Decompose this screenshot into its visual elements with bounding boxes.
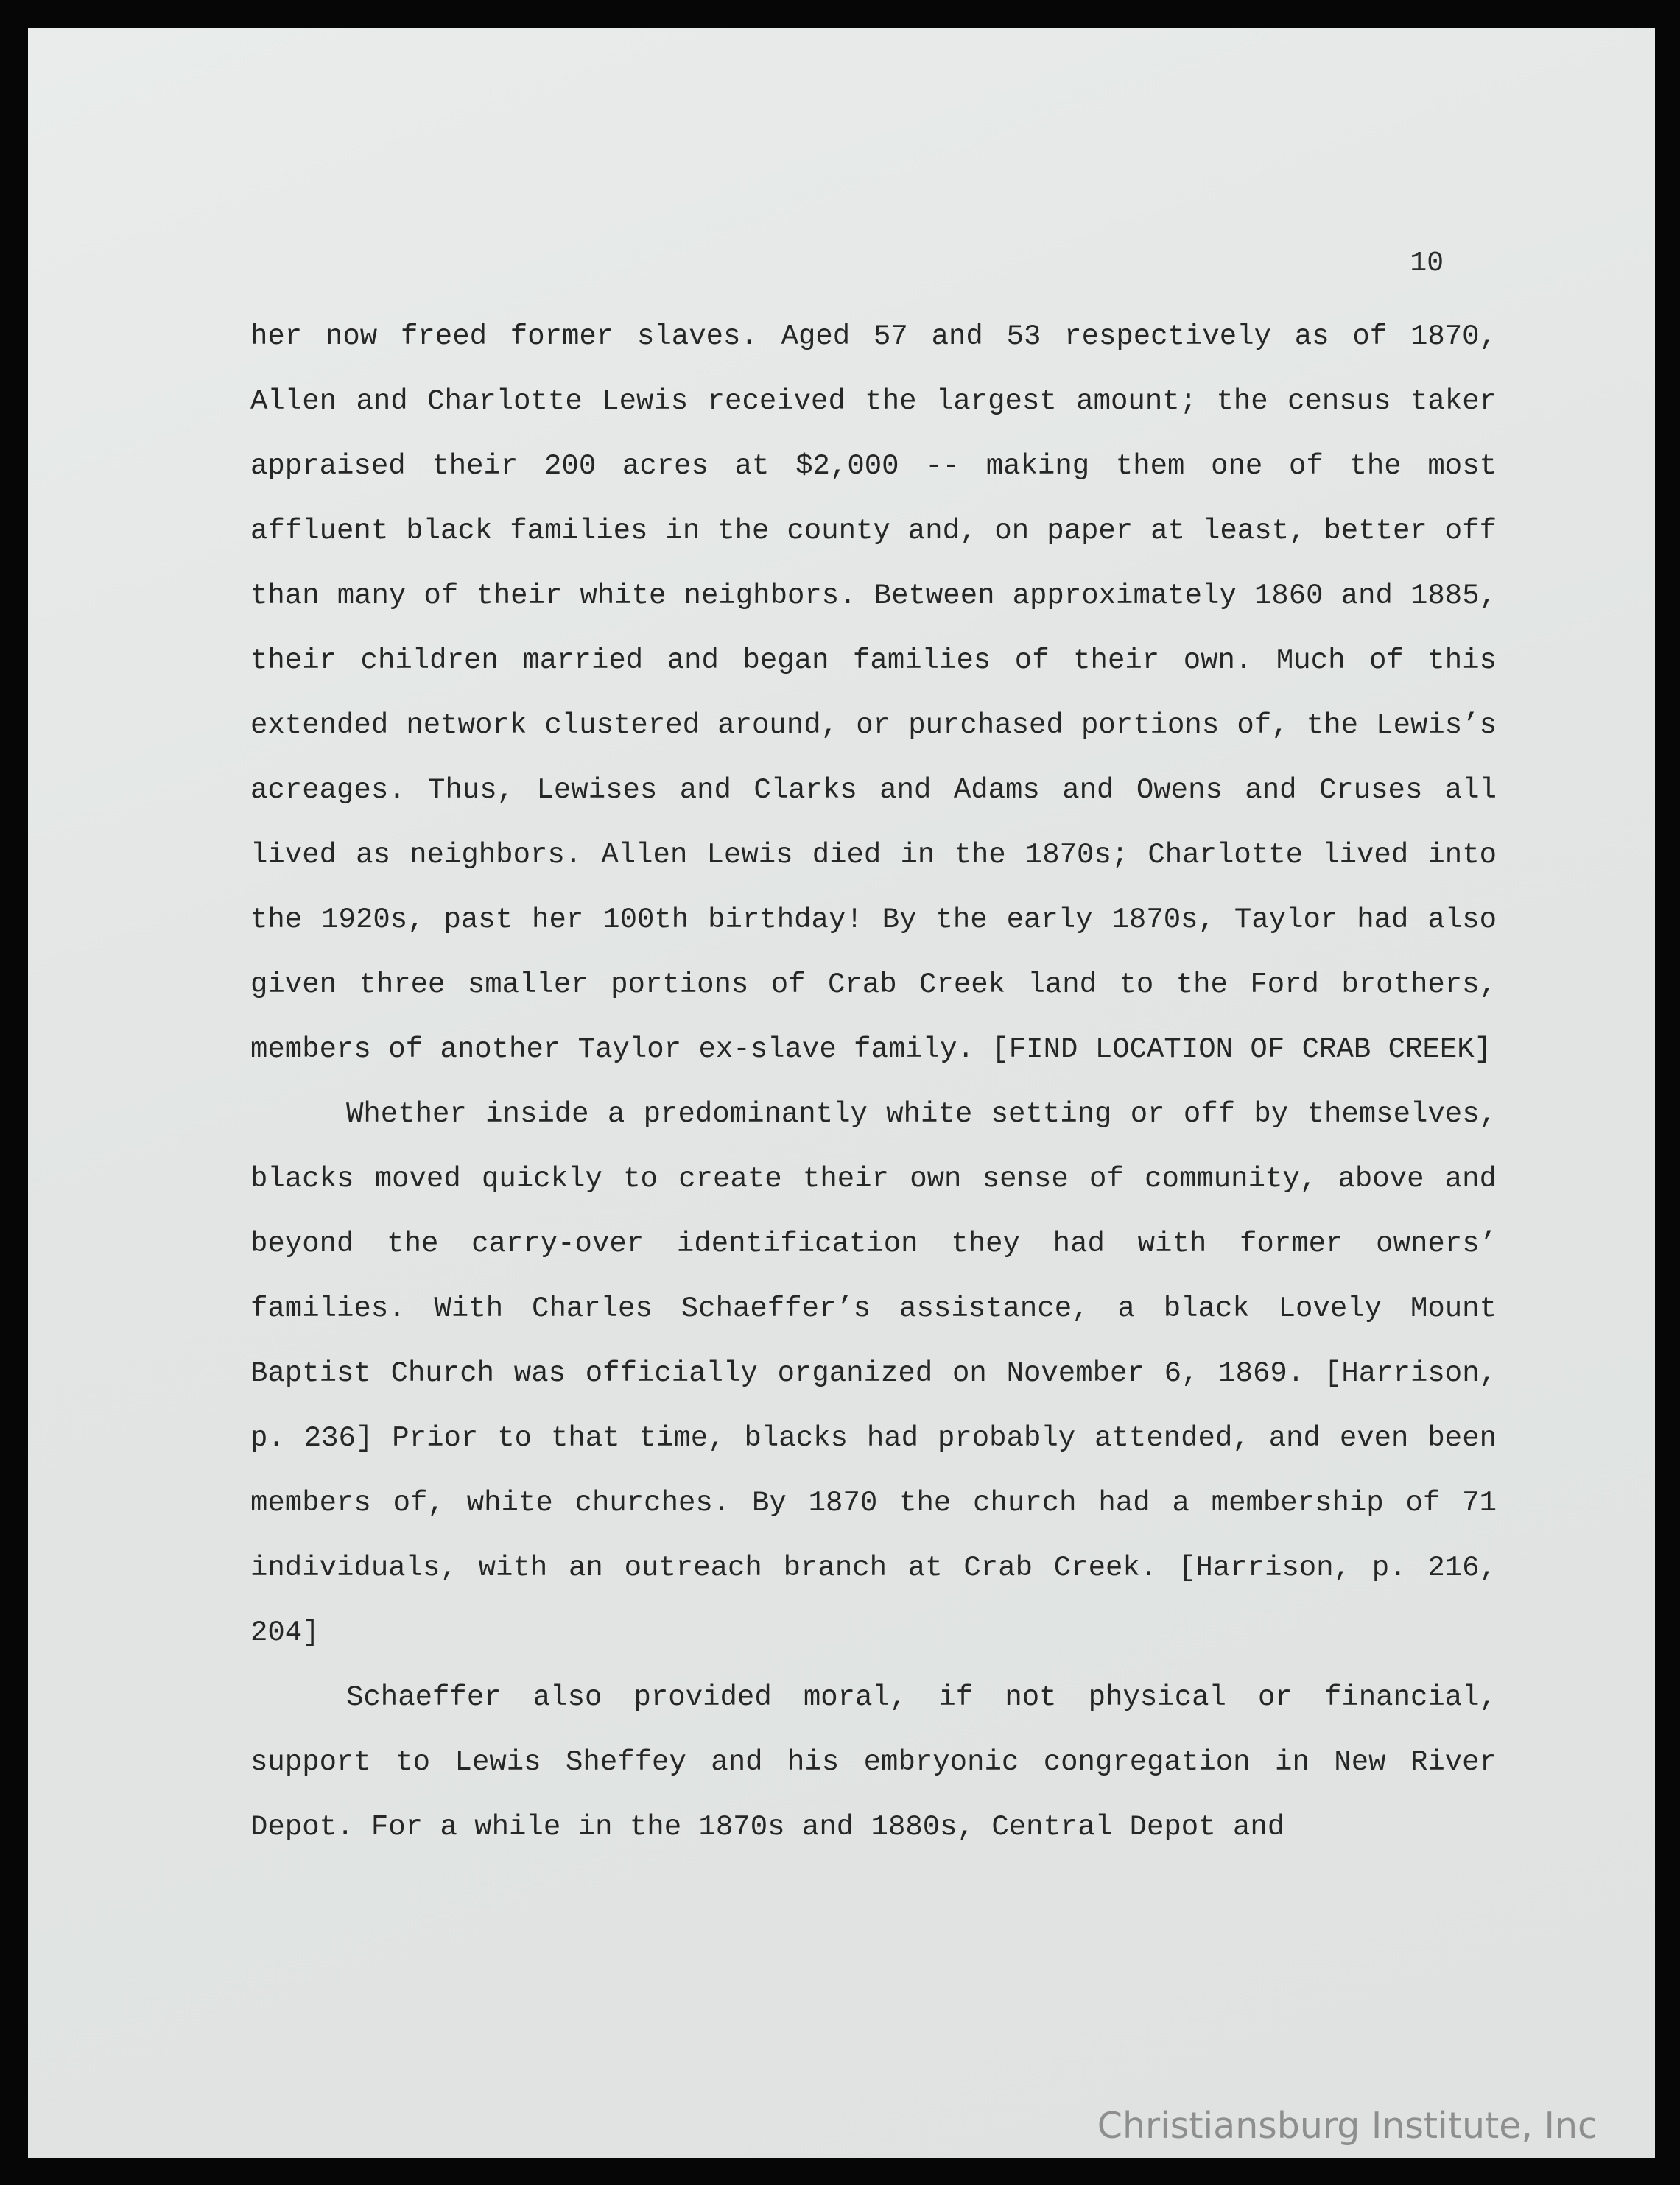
watermark: Christiansburg Institute, Inc	[1097, 2105, 1598, 2147]
paragraph-2: Whether inside a predominantly white setting or off by themselves, blacks moved quickly to create their own sense of community, above and beyond the carry-over identification they had with former owners’ families. With Charles Schaeffer’s assistance, a black Lovely Mount Baptist Church was officially organized on November 6, 1869. [Harrison, p. 236] Prior to that time, blacks had probably attended, and even been members of, white churches. By 1870 the church had a membership of 71 individuals, with an outreach branch at Crab Creek. [Harrison, p. 216, 204]	[250, 1098, 1497, 1649]
body-text	[250, 304, 1497, 1859]
paragraph-3: Schaeffer also provided moral, if not physical or financial, support to Lewis Sheffey and his embryonic congregation in New River Depot. For a while in the 1870s and 1880s, Central Depot and	[250, 1681, 1497, 1843]
document-page	[28, 28, 1655, 2158]
paragraph-1: her now freed former slaves. Aged 57 and 53 respectively as of 1870, Allen and Charlotte Lewis received the largest amount; the census taker appraised their 200 acres at $2,000 -- making them one of the most affluent black families in the county and, on paper at least, better off than many of their white neighbors. Between approximately 1860 and 1885, their children married and began families of their own. Much of this extended network clustered around, or purchased portions of, the Lewis’s acreages. Thus, Lewises and Clarks and Adams and Owens and Cruses all lived as neighbors. Allen Lewis died in the 1870s; Charlotte lived into the 1920s, past her 100th birthday! By the early 1870s, Taylor had also given three smaller portions of Crab Creek land to the Ford brothers, members of another Taylor ex-slave family. [FIND LOCATION OF CRAB CREEK]	[250, 320, 1497, 1066]
page-number: 10	[1410, 247, 1444, 279]
